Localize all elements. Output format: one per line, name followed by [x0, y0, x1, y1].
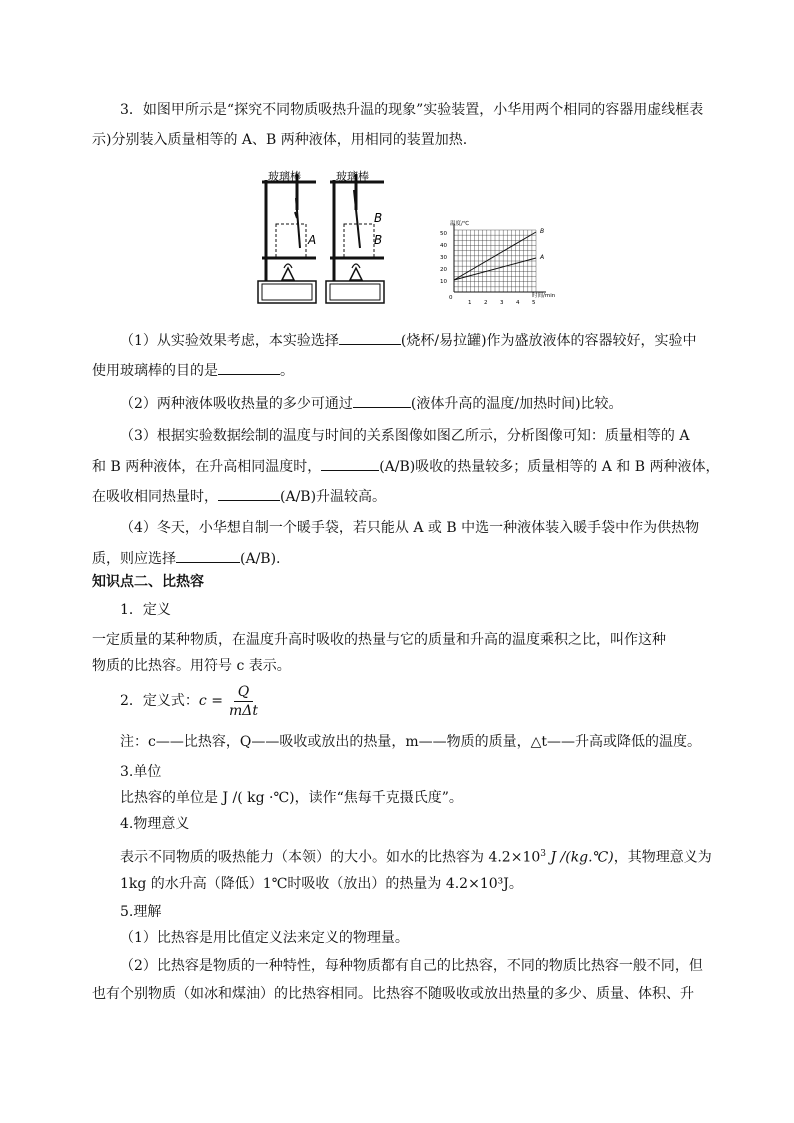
- formula-numerator: Q: [234, 683, 253, 702]
- answer-blank-more-heat[interactable]: [321, 456, 379, 471]
- q3-part2-text-b: (液体升高的温度/加热时间)比较。: [410, 396, 623, 412]
- answer-blank-container[interactable]: [339, 330, 401, 345]
- y-tick-20: 20: [440, 267, 447, 273]
- formula-line: [120, 682, 262, 720]
- q3-part1-line2: [92, 360, 294, 381]
- formula-fraction: [225, 683, 262, 720]
- answer-blank-rod-purpose[interactable]: [218, 360, 280, 375]
- q3-part3-text-c: (A/B)吸收的热量较多；质量相等的 A 和 B 两种液体，: [379, 459, 720, 475]
- q3-part4-line1: （4）冬天，小华想自制一个暖手袋，若只能从 A 或 B 中选一种液体装入暖手袋中作为供热物: [120, 520, 700, 536]
- glass-rod-label-left: 玻璃棒: [268, 170, 301, 183]
- meaning-line2: 1kg 的水升高（降低）1℃时吸收（放出）的热量为 4.2×10³J。: [120, 876, 523, 892]
- understand-title: 5.理解: [120, 904, 162, 920]
- q3-part4-text-c: (A/B).: [240, 551, 281, 567]
- unit-text: 比热容的单位是 J /( kg ·℃)，读作“焦每千克摄氏度”。: [120, 790, 463, 806]
- q3-part2-line: [120, 393, 623, 414]
- q3-part4-text-b: 质，则应选择: [92, 551, 176, 567]
- q3-part1-text-b: (烧杯/易拉罐)作为盛放液体的容器较好，实验中: [400, 333, 697, 349]
- understand-point1: （1）比热容是用比值定义法来定义的物理量。: [120, 930, 409, 946]
- meaning-text-b: ，其物理意义为: [613, 849, 712, 866]
- formula-lhs: c =: [198, 693, 223, 709]
- meaning-unit: J /(kg.℃): [546, 849, 614, 866]
- meaning-exponent: 3: [540, 849, 546, 859]
- unit-title: 3.单位: [120, 764, 162, 780]
- section2-heading: 知识点二、比热容: [92, 574, 204, 590]
- x-tick-1: 1: [468, 300, 472, 306]
- definition-title: 1．定义: [120, 602, 171, 618]
- answer-blank-higher-temp[interactable]: [218, 486, 280, 501]
- definition-line2: 物质的比热容。用符号 c 表示。: [92, 658, 291, 674]
- x-tick-0: 0: [449, 295, 453, 301]
- x-tick-4: 4: [516, 300, 520, 306]
- q3-intro-line2: 示)分别装入质量相等的 A、B 两种液体，用相同的装置加热.: [92, 132, 468, 148]
- formula-denominator: mΔt: [228, 702, 258, 719]
- q3-part1-text-d: 。: [280, 363, 294, 379]
- line-a-label: A: [540, 254, 545, 261]
- x-tick-3: 3: [500, 300, 504, 306]
- liquid-b-label-top: B: [374, 211, 383, 225]
- y-tick-10: 10: [440, 279, 447, 285]
- y-tick-30: 30: [440, 255, 447, 261]
- q3-intro-line1: 3．如图甲所示是“探究不同物质吸热升温的现象”实验装置，小华用两个相同的容器用虚线框表: [120, 102, 704, 118]
- answer-blank-heat-measure[interactable]: [353, 393, 411, 408]
- q3-part3-line1: （3）根据实验数据绘制的温度与时间的关系图像如图乙所示，分析图像可知：质量相等的 A: [120, 428, 690, 444]
- formula-label: 2．定义式：: [120, 693, 199, 709]
- q3-part2-text-a: （2）两种液体吸收热量的多少可通过: [120, 396, 353, 412]
- answer-blank-hand-warmer[interactable]: [176, 548, 240, 563]
- q3-part3-text-d: 在吸收相同热量时，: [92, 489, 218, 505]
- q3-part3-text-b: 和 B 两种液体，在升高相同温度时，: [92, 459, 322, 475]
- x-tick-2: 2: [484, 300, 488, 306]
- y-tick-50: 50: [440, 231, 447, 237]
- q3-part3-line2: [92, 456, 719, 477]
- q3-part1-line1: [120, 330, 697, 351]
- y-tick-40: 40: [440, 243, 447, 249]
- understand-point2-line1: （2）比热容是物质的一种特性，每种物质都有自己的比热容，不同的物质比热容一般不同，但: [120, 958, 703, 974]
- q3-part1-text-a: （1）从实验效果考虑，本实验选择: [120, 333, 339, 349]
- q3-part1-text-c: 使用玻璃棒的目的是: [92, 363, 218, 379]
- liquid-a-label: A: [308, 233, 317, 247]
- q3-part3-text-e: (A/B)升温较高。: [280, 489, 387, 505]
- temperature-time-graph: [428, 220, 578, 312]
- formula-note: 注：c——比热容，Q——吸收或放出的热量，m——物质的质量，△t——升高或降低的温度。: [120, 734, 701, 750]
- meaning-line1: [120, 844, 712, 868]
- graph-x-axis-label: 时间/min: [532, 293, 556, 299]
- x-tick-5: 5: [532, 300, 536, 306]
- liquid-b-label-side: B: [374, 233, 383, 247]
- meaning-title: 4.物理意义: [120, 816, 190, 832]
- understand-point2-line2: 也有个别物质（如冰和煤油）的比热容相同。比热容不随吸收或放出热量的多少、质量、体积、升: [92, 986, 694, 1002]
- q3-part3-line3: [92, 486, 386, 507]
- glass-rod-label-right: 玻璃棒: [336, 170, 369, 183]
- apparatus-figure: [252, 168, 392, 310]
- q3-part4-line2: [92, 548, 281, 569]
- graph-y-axis-label: 温度/℃: [450, 221, 470, 227]
- meaning-text-a: 表示不同物质的吸热能力（本领）的大小。如水的比热容为 4.2×10: [120, 849, 541, 866]
- definition-line1: 一定质量的某种物质，在温度升高时吸收的热量与它的质量和升高的温度乘积之比，叫作这种: [92, 632, 666, 648]
- line-b-label: B: [540, 228, 545, 235]
